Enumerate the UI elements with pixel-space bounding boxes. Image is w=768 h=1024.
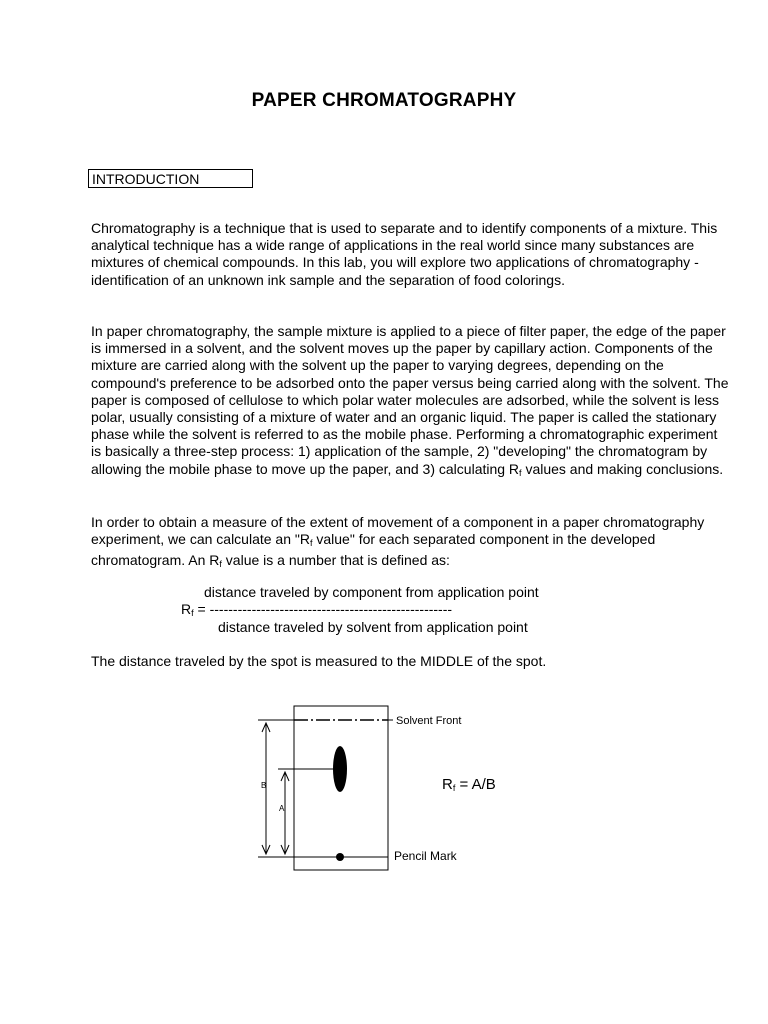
paragraph-3-part-c: value is a number that is defined as: — [221, 552, 450, 569]
rf-subscript: f — [519, 467, 522, 478]
distance-a-label: A — [279, 804, 285, 813]
rf-dashes: ---------------------------------------------------- — [209, 601, 453, 617]
page-title: PAPER CHROMATOGRAPHY — [251, 90, 517, 111]
section-heading-introduction: INTRODUCTION — [88, 169, 253, 188]
pencil-mark-label: Pencil Mark — [394, 849, 457, 863]
rf-symbol: R — [181, 601, 192, 617]
paragraph-2-tail: values and making conclusions. — [521, 460, 724, 477]
rf-formula-rhs: = A/B — [455, 776, 496, 793]
intro-paragraph-4: The distance traveled by the spot is measured to the MIDDLE of the spot. — [91, 653, 547, 669]
paragraph-3-part-a: In order to obtain a measure of the extent of movement of a component in a paper chromatography experiment, we can calculate an "R — [91, 514, 705, 548]
rf-subscript: f — [309, 538, 313, 549]
component-spot — [333, 746, 347, 792]
rf-denominator: distance traveled by solvent from application point — [218, 619, 528, 635]
paragraph-2-text: In paper chromatography, the sample mixture is applied to a piece of filter paper, the edge of the paper is immersed in a solvent, and the solvent moves up the paper by capillary action. Components of the mixture are carried along with the solvent up the paper to varying degrees, depending on the compound's preference to be adsorbed onto the paper versus being carried along with the solvent. The paper is composed of cellulose to which polar water molecules are adsorbed, while the solvent is less polar, usually consisting of a mixture of water and an organic liquid. The paper is called the stationary phase while the solvent is referred to as the mobile phase. Performing a chromatographic experiment is basically a three-step process: 1) application of the sample, 2) "developing" the chromatogram by allowing the mobile phase to move up the paper, and 3) calculating R — [91, 323, 729, 477]
rf-subscript: f — [219, 559, 222, 570]
paragraph-3-part-b: value" for each separated component in the developed chromatogram. An R — [91, 531, 656, 569]
intro-paragraph-1: Chromatography is a technique that is used to separate and to identify components of a mixture. This analytical technique has a wide range of applications in the real world since many substances are mixtures of chemical compounds. In this lab, you will explore two applications of chromatography - identification of an unknown ink sample and the separation of food colorings. — [91, 220, 718, 288]
rf-subscript: f — [452, 783, 456, 793]
rf-numerator: distance traveled by component from application point — [204, 584, 539, 600]
rf-formula — [442, 776, 496, 793]
distance-b-label: B — [261, 781, 267, 790]
rf-equals: = — [193, 601, 210, 617]
rf-subscript: f — [191, 608, 194, 618]
rf-formula-symbol: R — [442, 776, 453, 793]
application-point — [336, 853, 344, 861]
solvent-front-label: Solvent Front — [396, 715, 462, 727]
